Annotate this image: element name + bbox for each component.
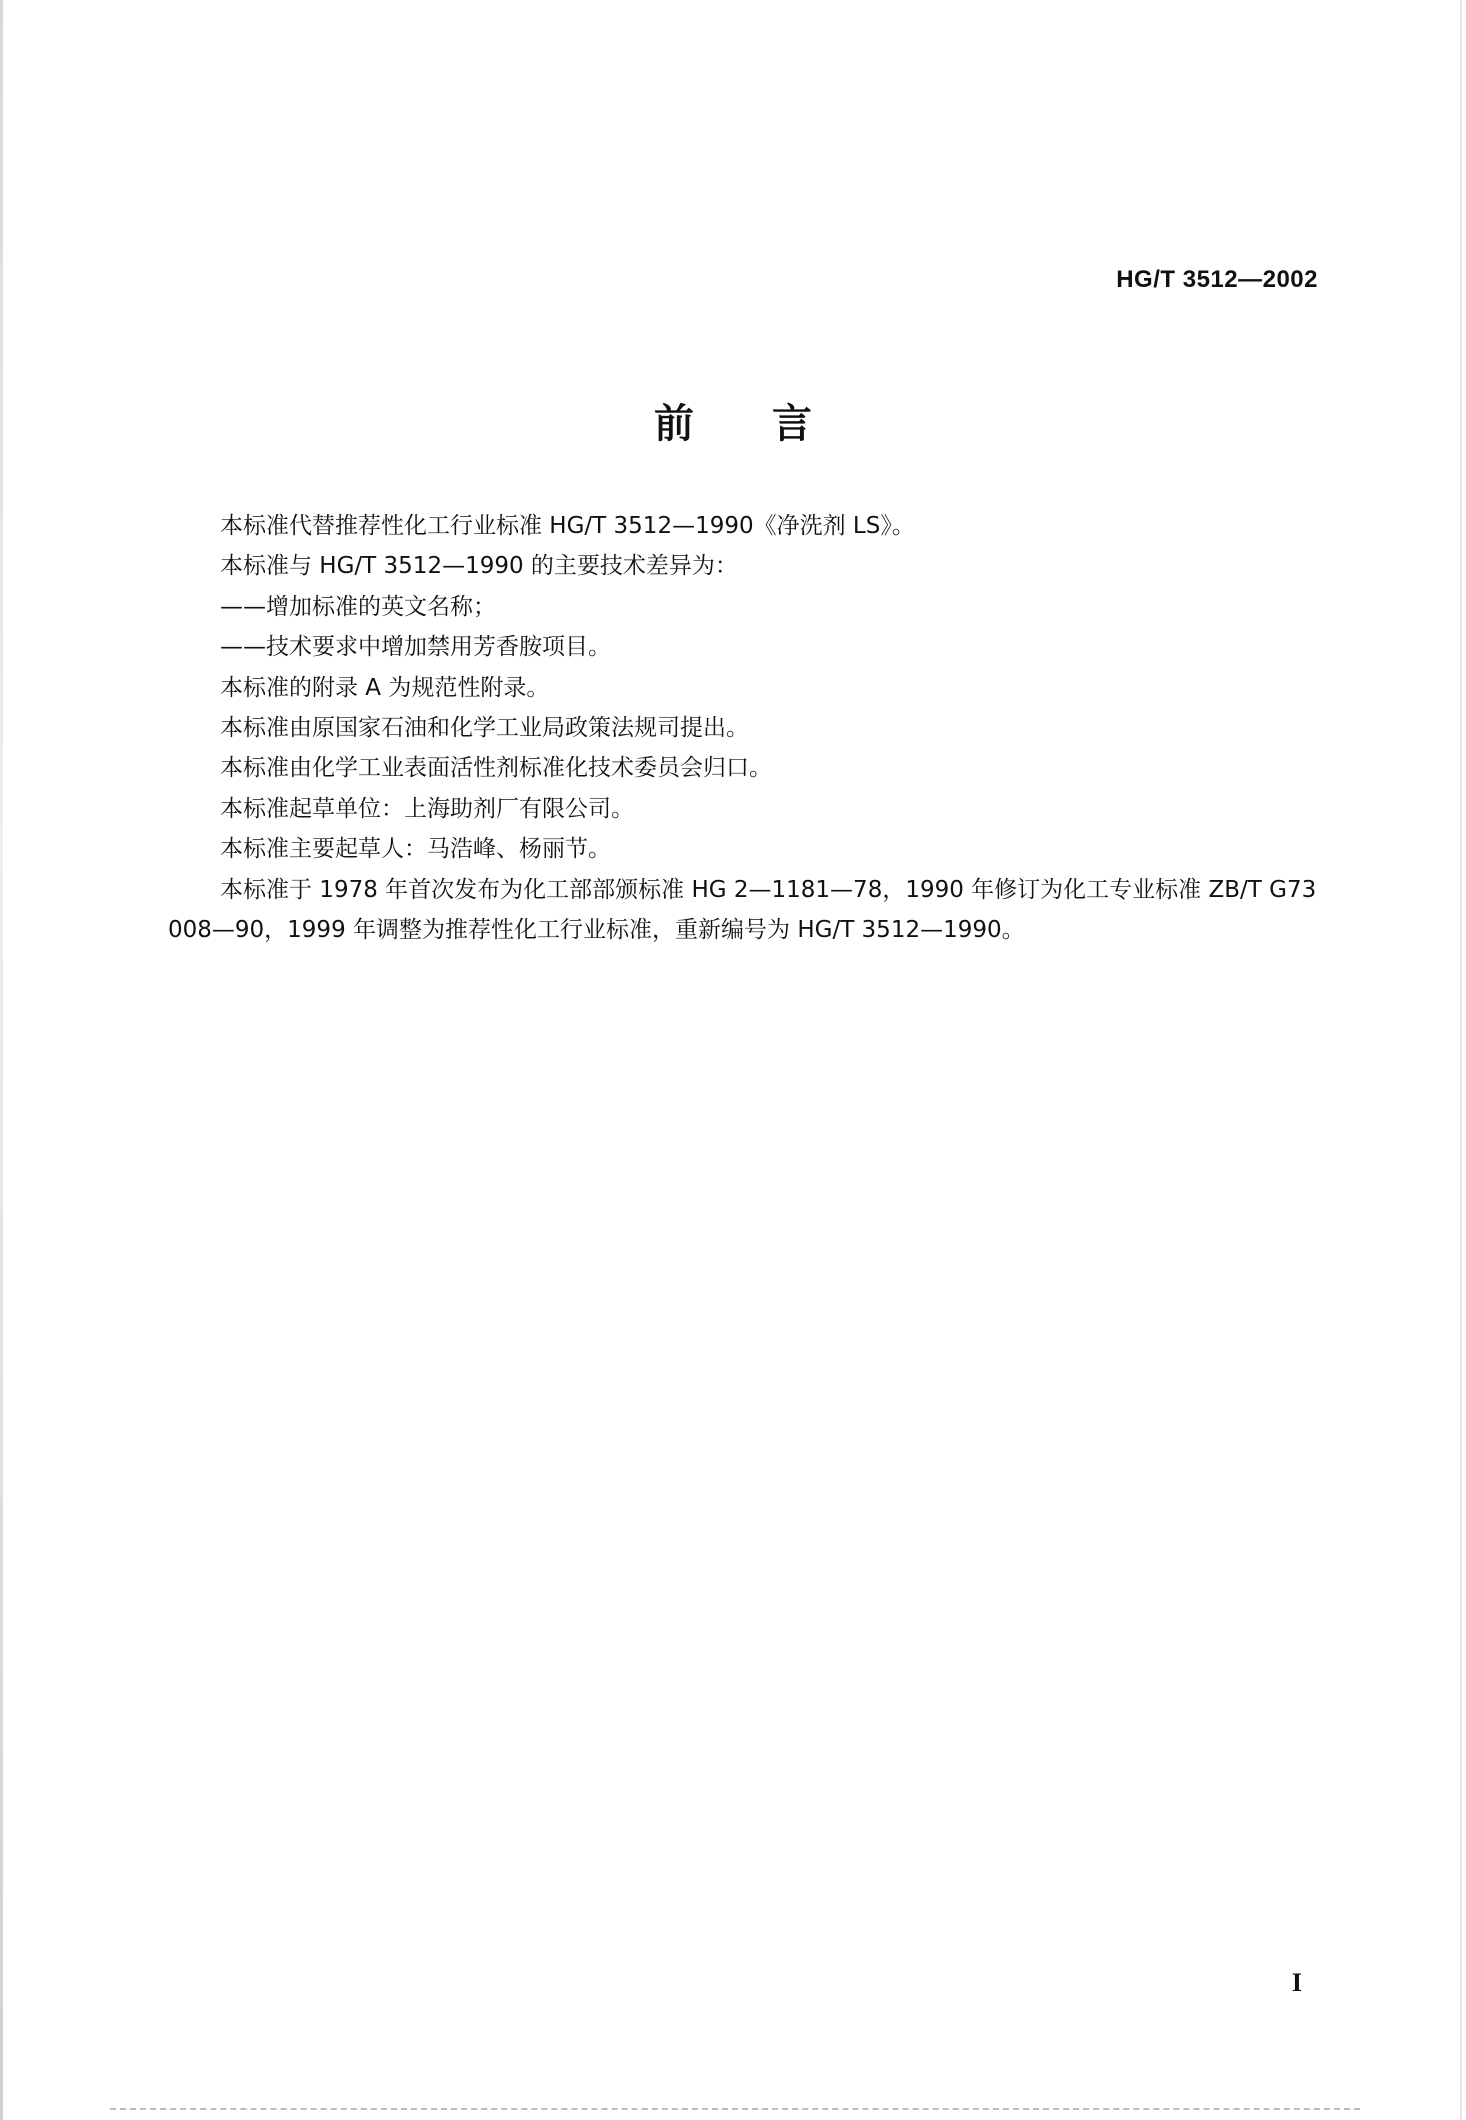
paragraph-proposed-by: 本标准由原国家石油和化学工业局政策法规司提出。 bbox=[220, 715, 749, 742]
scan-edge-right bbox=[1460, 0, 1462, 2120]
paragraph-annex: 本标准的附录 A 为规范性附录。 bbox=[220, 674, 550, 701]
difference-item-aromatic-amines: ——技术要求中增加禁用芳香胺项目。 bbox=[220, 634, 611, 661]
document-code: HG/T 3512—2002 bbox=[1116, 266, 1318, 293]
paragraph-history: 本标准于 1978 年首次发布为化工部部颁标准 HG 2—1181—78，1990 年修订为化工专业标准 ZB/T G73 008—90，1999 年调整为推荐性化工行业标准，重新编号为 HG/T 3512—1990。 bbox=[168, 876, 1317, 944]
page-title: 前言 bbox=[654, 401, 890, 447]
paragraph-replaces: 本标准代替推荐性化工行业标准 HG/T 3512—1990《净洗剂 LS》。 bbox=[220, 513, 915, 539]
paragraph-centralized-by: 本标准由化学工业表面活性剂标准化技术委员会归口。 bbox=[220, 755, 772, 782]
paragraph-drafting-unit: 本标准起草单位：上海助剂厂有限公司。 bbox=[220, 795, 634, 822]
scan-edge-left bbox=[0, 0, 3, 2120]
difference-item-english-name: ——增加标准的英文名称； bbox=[220, 593, 496, 620]
paragraph-differences: 本标准与 HG/T 3512—1990 的主要技术差异为： bbox=[220, 553, 738, 580]
paragraph-drafters: 本标准主要起草人：马浩峰、杨丽节。 bbox=[220, 836, 611, 863]
foreword-body bbox=[168, 506, 1318, 950]
scan-bottom-rule bbox=[110, 2108, 1360, 2110]
page-number: I bbox=[1291, 1968, 1302, 1997]
